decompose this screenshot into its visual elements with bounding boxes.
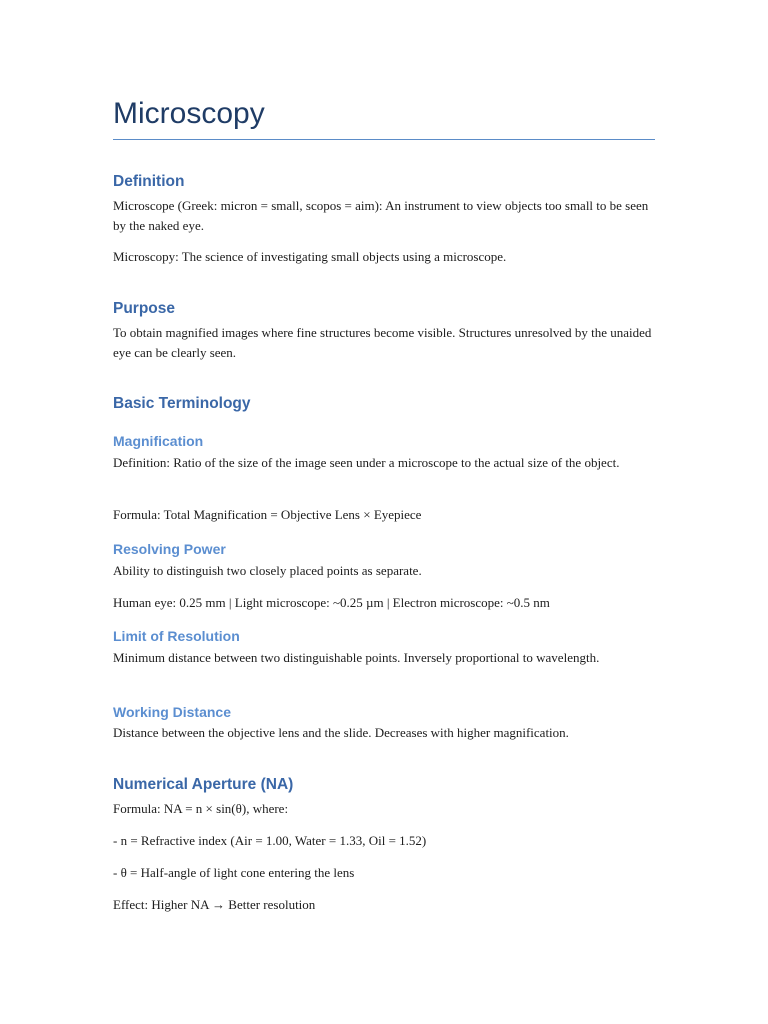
resolving-power-paragraph-1: Ability to distinguish two closely placed points as separate. — [113, 563, 422, 578]
subheading-working-distance: Working Distance — [113, 704, 231, 720]
na-effect: Effect: Higher NA → Better resolution — [113, 897, 316, 912]
resolving-power-values: Human eye: 0.25 mm | Light microscope: ~0.25 µm | Electron microscope: ~0.5 nm — [113, 595, 550, 610]
na-refractive-index: - n = Refractive index (Air = 1.00, Water = 1.33, Oil = 1.52) — [113, 833, 427, 848]
heading-definition: Definition — [113, 173, 185, 190]
document-page — [113, 95, 655, 912]
subheading-limit-of-resolution: Limit of Resolution — [113, 628, 240, 644]
limit-of-resolution-paragraph: Minimum distance between two distinguishable points. Inversely proportional to wavelength. — [113, 650, 600, 665]
na-half-angle: - θ = Half-angle of light cone entering the lens — [113, 865, 355, 880]
title-underline — [113, 139, 655, 140]
document-title: Microscopy — [113, 97, 265, 130]
heading-basic-terminology: Basic Terminology — [113, 395, 251, 412]
na-formula: Formula: NA = n × sin(θ), where: — [113, 801, 289, 816]
heading-purpose: Purpose — [113, 300, 176, 317]
definition-paragraph-2: Microscopy: The science of investigating small objects using a microscope. — [113, 249, 507, 264]
magnification-paragraph-1: Definition: Ratio of the size of the image seen under a microscope to the actual size of the object. — [113, 455, 620, 470]
magnification-formula: Formula: Total Magnification = Objective Lens × Eyepiece — [113, 507, 422, 522]
subheading-resolving-power: Resolving Power — [113, 541, 226, 557]
subheading-magnification: Magnification — [113, 433, 204, 449]
purpose-paragraph: To obtain magnified images where fine structures become visible. Structures unresolved by the unaided eye can be clearly seen. — [113, 325, 652, 360]
working-distance-paragraph: Distance between the objective lens and the slide. Decreases with higher magnification. — [113, 725, 569, 740]
heading-numerical-aperture: Numerical Aperture (NA) — [113, 776, 294, 793]
definition-paragraph-1: Microscope (Greek: micron = small, scopos = aim): An instrument to view objects too small to be seen by the naked eye. — [113, 198, 649, 233]
